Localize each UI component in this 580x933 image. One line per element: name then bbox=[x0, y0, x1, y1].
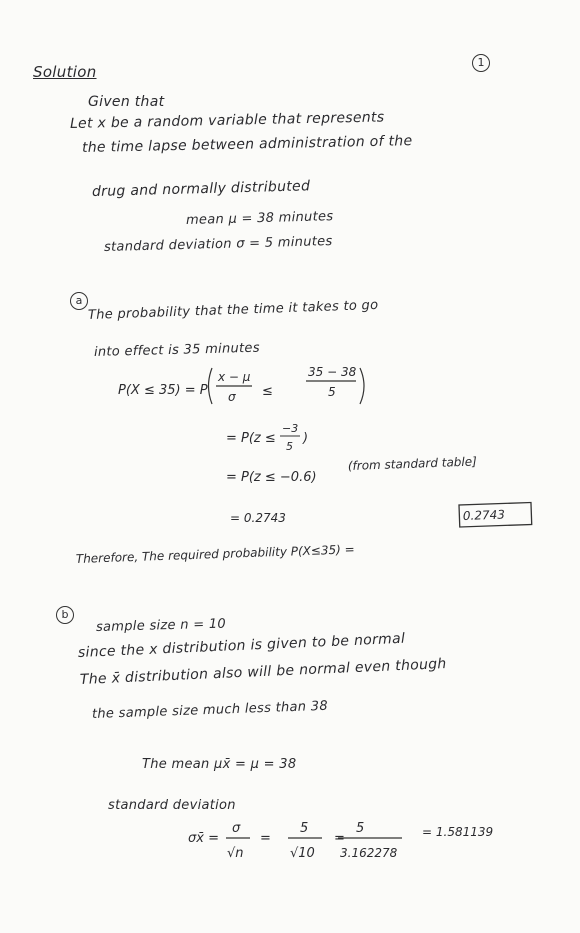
part-b-marker: b bbox=[56, 606, 74, 624]
step2-num: −3 bbox=[282, 422, 299, 435]
part-a-conclusion: Therefore, The required probability P(X≤35) = bbox=[75, 542, 355, 566]
sd-result: = 1.581139 bbox=[422, 825, 494, 839]
step1-fraction-den2: 5 bbox=[328, 385, 336, 399]
intro-line: the time lapse between administration of the bbox=[81, 133, 413, 156]
f1-num: σ bbox=[232, 821, 241, 836]
step1-fraction-den: σ bbox=[228, 390, 236, 404]
intro-line: drug and normally distributed bbox=[91, 178, 311, 200]
step3: = P(z ≤ −0.6) bbox=[226, 470, 317, 485]
eq-sign: = bbox=[334, 831, 345, 846]
given-heading: Given that bbox=[88, 94, 165, 110]
part-b-line: the sample size much less than 38 bbox=[91, 698, 329, 722]
part-b-mean: The mean μx̄ = μ = 38 bbox=[142, 757, 297, 772]
f3-num: 5 bbox=[356, 821, 365, 836]
part-a-line: into effect is 35 minutes bbox=[93, 340, 261, 360]
eq-sign: = bbox=[260, 831, 271, 846]
part-a-marker: a bbox=[70, 292, 88, 310]
part-a-line: The probability that the time it takes to go bbox=[87, 297, 379, 323]
step2-prefix: = P(z ≤ bbox=[226, 431, 276, 446]
step2-den: 5 bbox=[286, 440, 293, 453]
intro-line: Let x be a random variable that represents bbox=[69, 109, 385, 132]
step1-fraction-num: x − μ bbox=[218, 370, 251, 384]
part-b-line: since the x distribution is given to be normal bbox=[77, 630, 406, 661]
sigma-lhs: σx̄ = bbox=[188, 831, 219, 846]
step2-suffix: ) bbox=[303, 431, 309, 446]
standard-table-note: (from standard table] bbox=[347, 454, 478, 473]
step1-fraction-num2: 35 − 38 bbox=[308, 365, 357, 379]
part-b-line: The x̄ distribution also will be normal even though bbox=[79, 656, 447, 688]
right-paren bbox=[360, 368, 364, 404]
f1-den: √n bbox=[227, 846, 244, 861]
solution-title: Solution bbox=[33, 63, 97, 81]
f2-den: √10 bbox=[290, 846, 315, 861]
le-sign: ≤ bbox=[262, 384, 273, 399]
step4: = 0.2743 bbox=[230, 511, 286, 525]
left-paren bbox=[209, 368, 213, 404]
sd-given: standard deviation σ = 5 minutes bbox=[103, 234, 333, 255]
sd-label: standard deviation bbox=[108, 798, 236, 813]
f3-den: 3.162278 bbox=[340, 846, 398, 860]
mean-given: mean μ = 38 minutes bbox=[185, 209, 334, 228]
part-b-line: sample size n = 10 bbox=[95, 616, 227, 635]
f2-num: 5 bbox=[300, 821, 309, 836]
part-a-answer: 0.2743 bbox=[462, 507, 506, 523]
page-number-badge: 1 bbox=[472, 54, 490, 72]
step1-lhs: P(X ≤ 35) = P bbox=[118, 383, 208, 398]
